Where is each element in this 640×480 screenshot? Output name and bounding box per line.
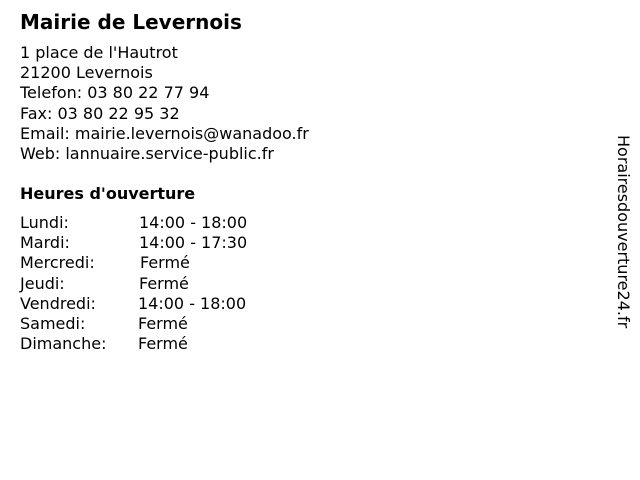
site-watermark: Horairesdouverture24.fr [614, 135, 633, 329]
hours-heading: Heures d'ouverture [20, 184, 196, 203]
day-label: Lundi: [20, 213, 69, 232]
day-label: Vendredi: [20, 293, 96, 313]
time-value: 14:00 - 17:30 [139, 233, 248, 253]
day-label: Jeudi: [20, 273, 65, 293]
postal-city: 21200 Levernois [20, 63, 153, 83]
street-address: 1 place de l'Hautrot [20, 43, 178, 62]
time-value: Fermé [138, 334, 188, 354]
email-line: Email: mairie.levernois@wanadoo.fr [20, 123, 309, 143]
day-label: Mercredi: [20, 253, 95, 273]
time-value: Fermé [139, 273, 189, 293]
day-label: Dimanche: [20, 334, 107, 354]
day-label: Mardi: [20, 233, 70, 253]
time-value: 14:00 - 18:00 [138, 293, 247, 313]
fax-line: Fax: 03 80 22 95 32 [20, 103, 180, 123]
address-block [20, 43, 309, 164]
time-value: Fermé [140, 253, 190, 273]
day-label: Samedi: [20, 313, 86, 333]
time-value: Fermé [138, 313, 188, 333]
page-title: Mairie de Levernois [20, 10, 242, 34]
phone-line: Telefon: 03 80 22 77 94 [20, 83, 210, 103]
time-value: 14:00 - 18:00 [139, 213, 248, 232]
web-line: Web: lannuaire.service-public.fr [20, 144, 274, 164]
